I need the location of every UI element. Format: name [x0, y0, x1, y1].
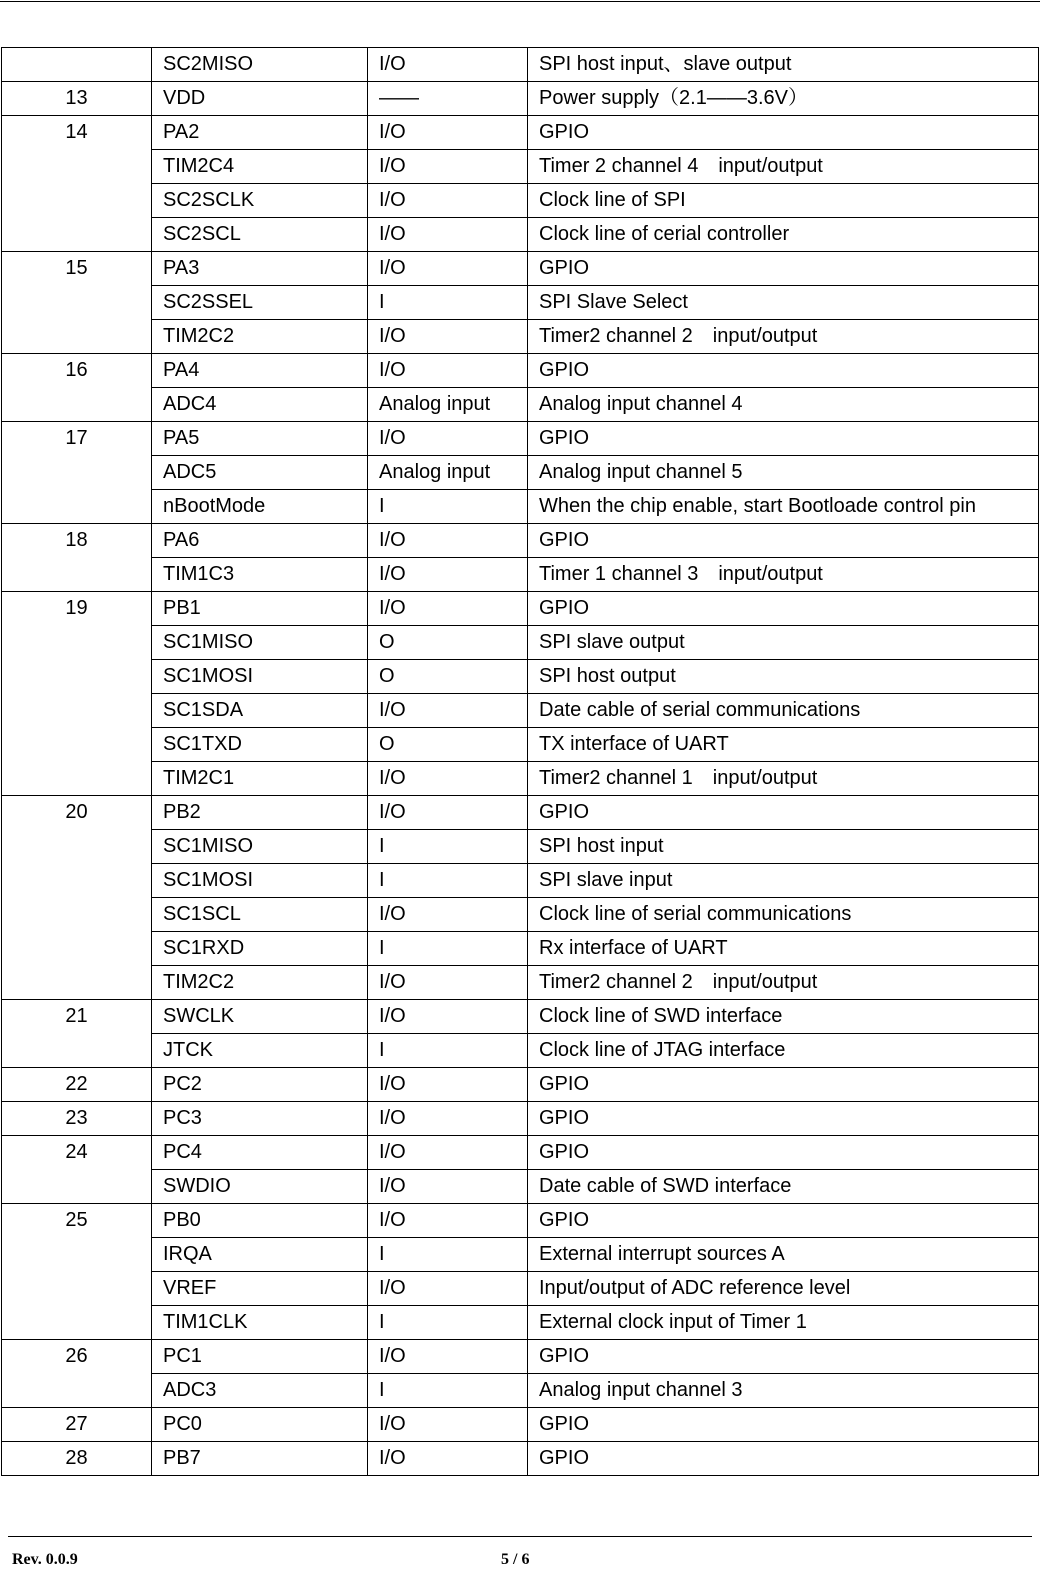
pin-direction-cell: I/O: [368, 1068, 528, 1102]
pin-direction-cell: I: [368, 932, 528, 966]
pin-direction-cell: O: [368, 660, 528, 694]
pin-direction-cell: ——: [368, 82, 528, 116]
pin-description-cell: GPIO: [528, 1408, 1039, 1442]
table-row: [2, 1102, 1039, 1136]
pin-description-cell: Timer 2 channel 4 input/output: [528, 150, 1039, 184]
pin-description-cell: Rx interface of UART: [528, 932, 1039, 966]
table-row: [2, 252, 1039, 286]
revision-label: Rev. 0.0.9: [12, 1551, 78, 1568]
table-row: [2, 388, 1039, 422]
pin-description-cell: GPIO: [528, 252, 1039, 286]
pin-description-cell: Analog input channel 5: [528, 456, 1039, 490]
pin-name-cell: nBootMode: [152, 490, 368, 524]
pin-description-cell: GPIO: [528, 592, 1039, 626]
pin-direction-cell: I/O: [368, 1272, 528, 1306]
pin-name-cell: PB0: [152, 1204, 368, 1238]
pin-name-cell: SC1MISO: [152, 626, 368, 660]
table-row: [2, 1374, 1039, 1408]
table-row: [2, 728, 1039, 762]
pin-number-cell: 24: [2, 1136, 152, 1204]
table-row: [2, 1170, 1039, 1204]
pin-direction-cell: O: [368, 626, 528, 660]
pin-description-cell: GPIO: [528, 354, 1039, 388]
table-row: [2, 48, 1039, 82]
pin-number-cell: 23: [2, 1102, 152, 1136]
pin-direction-cell: I/O: [368, 354, 528, 388]
pin-direction-cell: I: [368, 490, 528, 524]
pin-name-cell: PA4: [152, 354, 368, 388]
header-rule: [0, 1, 1040, 2]
pin-name-cell: ADC4: [152, 388, 368, 422]
pin-description-cell: GPIO: [528, 1102, 1039, 1136]
pin-description-cell: When the chip enable, start Bootloade control pin: [528, 490, 1039, 524]
pin-name-cell: SC2SCLK: [152, 184, 368, 218]
pin-description-cell: Clock line of SWD interface: [528, 1000, 1039, 1034]
pin-name-cell: ADC5: [152, 456, 368, 490]
table-row: [2, 218, 1039, 252]
pin-direction-cell: I/O: [368, 694, 528, 728]
footer-rule: [8, 1536, 1032, 1537]
pin-direction-cell: I: [368, 286, 528, 320]
table-row: [2, 1136, 1039, 1170]
pin-number-cell: 18: [2, 524, 152, 592]
pin-name-cell: PA5: [152, 422, 368, 456]
pin-name-cell: PB2: [152, 796, 368, 830]
pin-name-cell: SC1MOSI: [152, 660, 368, 694]
pin-name-cell: SC2MISO: [152, 48, 368, 82]
pin-direction-cell: I/O: [368, 252, 528, 286]
pin-name-cell: PC1: [152, 1340, 368, 1374]
pin-number-cell: [2, 48, 152, 82]
pin-number-cell: 27: [2, 1408, 152, 1442]
pin-direction-cell: I/O: [368, 898, 528, 932]
table-row: [2, 932, 1039, 966]
pin-description-cell: Analog input channel 4: [528, 388, 1039, 422]
pin-description-cell: SPI slave output: [528, 626, 1039, 660]
pin-name-cell: VDD: [152, 82, 368, 116]
pin-direction-cell: I/O: [368, 1000, 528, 1034]
pin-number-cell: 26: [2, 1340, 152, 1408]
table-row: [2, 762, 1039, 796]
pin-description-cell: Analog input channel 3: [528, 1374, 1039, 1408]
pin-direction-cell: I/O: [368, 1408, 528, 1442]
pin-direction-cell: I/O: [368, 796, 528, 830]
pin-description-cell: Clock line of cerial controller: [528, 218, 1039, 252]
table-row: [2, 1272, 1039, 1306]
table-row: [2, 116, 1039, 150]
pin-description-cell: SPI slave input: [528, 864, 1039, 898]
pin-description-cell: External clock input of Timer 1: [528, 1306, 1039, 1340]
pin-direction-cell: I/O: [368, 524, 528, 558]
pin-description-cell: SPI host input、slave output: [528, 48, 1039, 82]
pin-name-cell: PA3: [152, 252, 368, 286]
pin-description-cell: GPIO: [528, 1340, 1039, 1374]
pin-name-cell: TIM2C2: [152, 966, 368, 1000]
pin-name-cell: SWCLK: [152, 1000, 368, 1034]
pin-direction-cell: I: [368, 1374, 528, 1408]
table-row: [2, 456, 1039, 490]
pin-number-cell: 20: [2, 796, 152, 1000]
pin-description-cell: GPIO: [528, 524, 1039, 558]
pin-description-cell: GPIO: [528, 1442, 1039, 1476]
pin-description-cell: Input/output of ADC reference level: [528, 1272, 1039, 1306]
pin-direction-cell: I: [368, 830, 528, 864]
pin-number-cell: 19: [2, 592, 152, 796]
table-row: [2, 490, 1039, 524]
pin-direction-cell: Analog input: [368, 456, 528, 490]
pin-name-cell: SC1MOSI: [152, 864, 368, 898]
pin-name-cell: PC4: [152, 1136, 368, 1170]
pin-name-cell: TIM2C4: [152, 150, 368, 184]
pin-name-cell: PB1: [152, 592, 368, 626]
pin-description-cell: SPI Slave Select: [528, 286, 1039, 320]
pin-description-cell: Clock line of JTAG interface: [528, 1034, 1039, 1068]
pin-name-cell: TIM1C3: [152, 558, 368, 592]
pin-number-cell: 22: [2, 1068, 152, 1102]
pin-direction-cell: I/O: [368, 592, 528, 626]
pin-number-cell: 16: [2, 354, 152, 422]
pin-name-cell: SC1TXD: [152, 728, 368, 762]
pin-table-body: [2, 48, 1039, 1476]
pin-number-cell: 13: [2, 82, 152, 116]
pin-direction-cell: I: [368, 1238, 528, 1272]
table-row: [2, 966, 1039, 1000]
table-row: [2, 82, 1039, 116]
table-row: [2, 422, 1039, 456]
pin-name-cell: SC2SCL: [152, 218, 368, 252]
pin-number-cell: 15: [2, 252, 152, 354]
pin-direction-cell: I/O: [368, 1136, 528, 1170]
pin-direction-cell: I/O: [368, 558, 528, 592]
pin-direction-cell: I/O: [368, 1170, 528, 1204]
pin-direction-cell: I/O: [368, 150, 528, 184]
table-row: [2, 830, 1039, 864]
pin-description-cell: External interrupt sources A: [528, 1238, 1039, 1272]
table-row: [2, 286, 1039, 320]
pin-description-cell: GPIO: [528, 796, 1039, 830]
table-row: [2, 796, 1039, 830]
pin-name-cell: TIM1CLK: [152, 1306, 368, 1340]
pin-name-cell: SWDIO: [152, 1170, 368, 1204]
table-row: [2, 1034, 1039, 1068]
pin-description-cell: GPIO: [528, 1136, 1039, 1170]
pin-name-cell: PC0: [152, 1408, 368, 1442]
pin-direction-cell: I/O: [368, 762, 528, 796]
pin-name-cell: PB7: [152, 1442, 368, 1476]
pin-name-cell: TIM2C1: [152, 762, 368, 796]
page-number: 5 / 6: [501, 1551, 530, 1568]
pin-name-cell: IRQA: [152, 1238, 368, 1272]
pin-direction-cell: I/O: [368, 184, 528, 218]
pin-name-cell: TIM2C2: [152, 320, 368, 354]
pin-direction-cell: Analog input: [368, 388, 528, 422]
pin-name-cell: JTCK: [152, 1034, 368, 1068]
pin-name-cell: SC1SCL: [152, 898, 368, 932]
pin-description-cell: Timer2 channel 2 input/output: [528, 966, 1039, 1000]
pin-name-cell: PC2: [152, 1068, 368, 1102]
table-row: [2, 354, 1039, 388]
pin-direction-cell: I/O: [368, 218, 528, 252]
pin-description-cell: SPI host input: [528, 830, 1039, 864]
pin-direction-cell: I/O: [368, 1204, 528, 1238]
pin-name-cell: SC2SSEL: [152, 286, 368, 320]
pin-direction-cell: I/O: [368, 1442, 528, 1476]
pin-direction-cell: O: [368, 728, 528, 762]
table-row: [2, 150, 1039, 184]
pin-description-cell: GPIO: [528, 116, 1039, 150]
pin-description-cell: SPI host output: [528, 660, 1039, 694]
table-row: [2, 898, 1039, 932]
pin-direction-cell: I/O: [368, 422, 528, 456]
pin-direction-cell: I/O: [368, 1102, 528, 1136]
pin-description-cell: Clock line of SPI: [528, 184, 1039, 218]
pin-table: [1, 47, 1039, 1476]
pin-direction-cell: I/O: [368, 966, 528, 1000]
table-row: [2, 184, 1039, 218]
table-row: [2, 864, 1039, 898]
pin-direction-cell: I: [368, 1034, 528, 1068]
pin-description-cell: Power supply（2.1——3.6V）: [528, 82, 1039, 116]
pin-number-cell: 14: [2, 116, 152, 252]
pin-name-cell: VREF: [152, 1272, 368, 1306]
pin-name-cell: PA2: [152, 116, 368, 150]
pin-number-cell: 17: [2, 422, 152, 524]
pin-description-cell: Timer 1 channel 3 input/output: [528, 558, 1039, 592]
pin-description-cell: Clock line of serial communications: [528, 898, 1039, 932]
pin-number-cell: 25: [2, 1204, 152, 1340]
pin-direction-cell: I/O: [368, 116, 528, 150]
pin-description-cell: TX interface of UART: [528, 728, 1039, 762]
pin-direction-cell: I: [368, 864, 528, 898]
pin-description-cell: Timer2 channel 1 input/output: [528, 762, 1039, 796]
pin-direction-cell: I/O: [368, 320, 528, 354]
pin-description-cell: Timer2 channel 2 input/output: [528, 320, 1039, 354]
pin-direction-cell: I: [368, 1306, 528, 1340]
table-row: [2, 1000, 1039, 1034]
pin-name-cell: PA6: [152, 524, 368, 558]
pin-description-cell: Date cable of SWD interface: [528, 1170, 1039, 1204]
pin-number-cell: 28: [2, 1442, 152, 1476]
table-row: [2, 626, 1039, 660]
pin-number-cell: 21: [2, 1000, 152, 1068]
table-row: [2, 1068, 1039, 1102]
pin-name-cell: SC1MISO: [152, 830, 368, 864]
pin-name-cell: ADC3: [152, 1374, 368, 1408]
table-row: [2, 1204, 1039, 1238]
pin-direction-cell: I/O: [368, 1340, 528, 1374]
pin-direction-cell: I/O: [368, 48, 528, 82]
pin-name-cell: SC1RXD: [152, 932, 368, 966]
table-row: [2, 1442, 1039, 1476]
table-row: [2, 694, 1039, 728]
pin-description-cell: Date cable of serial communications: [528, 694, 1039, 728]
table-row: [2, 320, 1039, 354]
table-row: [2, 592, 1039, 626]
pin-description-cell: GPIO: [528, 422, 1039, 456]
table-row: [2, 1238, 1039, 1272]
table-row: [2, 558, 1039, 592]
table-row: [2, 1408, 1039, 1442]
table-row: [2, 1340, 1039, 1374]
table-row: [2, 524, 1039, 558]
pin-description-cell: GPIO: [528, 1068, 1039, 1102]
table-row: [2, 660, 1039, 694]
table-row: [2, 1306, 1039, 1340]
pin-name-cell: PC3: [152, 1102, 368, 1136]
pin-name-cell: SC1SDA: [152, 694, 368, 728]
pin-description-cell: GPIO: [528, 1204, 1039, 1238]
